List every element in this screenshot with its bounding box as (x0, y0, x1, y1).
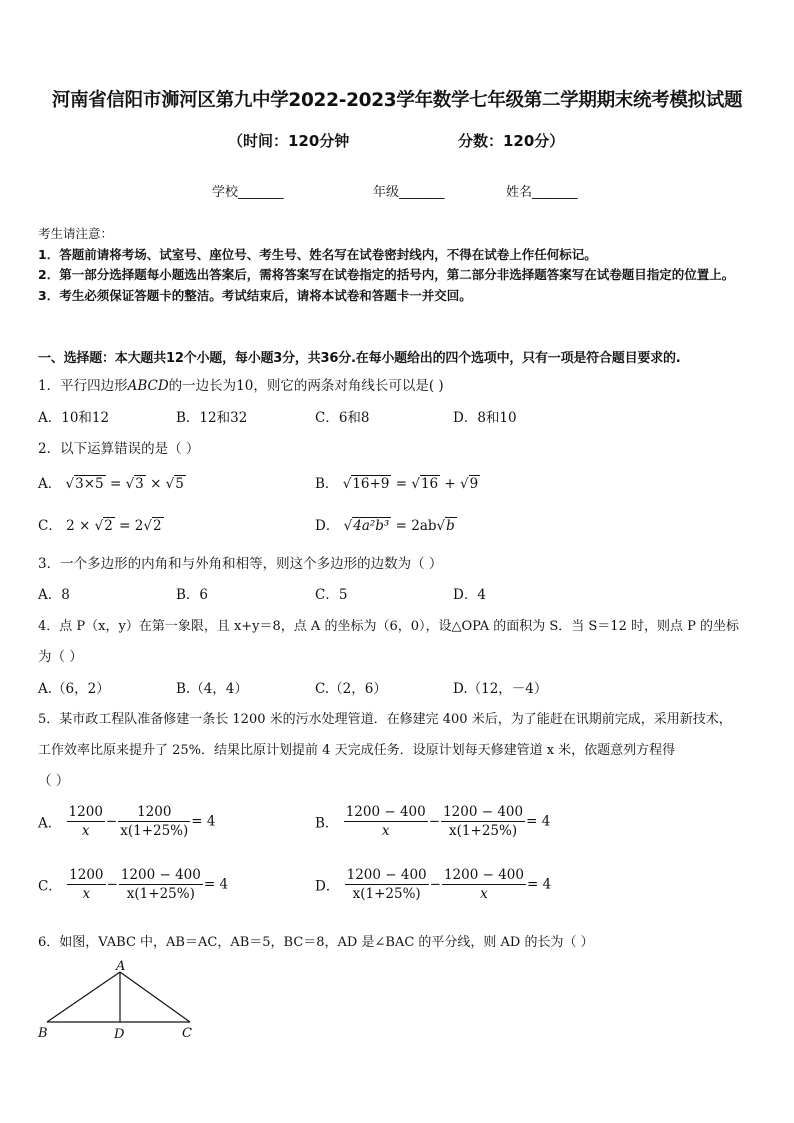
radicand: 16 (420, 476, 439, 492)
fraction (119, 866, 203, 903)
label-c: C (182, 1026, 192, 1041)
question-5-line-1: 5．某市政工程队准备修建一条长 1200 米的污水处理管道．在修建完 400 米后，为了能赶在讯期前完成，采用新技术， (38, 712, 732, 727)
denominator: x(1+25%) (120, 823, 189, 839)
sqrt-sign: √16+9 (342, 476, 390, 492)
q4-option-b: B.（4，4） (176, 681, 248, 697)
q2-option-a (38, 472, 186, 492)
q3-option-d: D．4 (453, 587, 486, 603)
side-ac (120, 972, 190, 1022)
fraction (118, 803, 190, 840)
q2-option-d (315, 514, 457, 534)
denominator: x (381, 823, 390, 839)
numerator: 1200 − 400 (443, 804, 524, 820)
numerator: 1200 − 400 (120, 867, 201, 883)
fraction (344, 803, 428, 840)
q1-option-b: B．12和32 (176, 410, 248, 426)
radicand: 2 (152, 518, 162, 534)
sqrt-sign: √4a²b³ (343, 518, 390, 534)
plus: + (444, 476, 456, 492)
coefficient: 2 × (66, 518, 91, 534)
numerator: 1200 (68, 804, 103, 820)
fraction (442, 866, 526, 903)
sqrt-sign: √16 (411, 476, 439, 492)
radicand: 2 (104, 518, 113, 534)
numerator: 1200 (118, 803, 190, 822)
q5-c-label: C． (38, 878, 62, 895)
radicand: 5 (175, 476, 184, 492)
denominator: x (82, 886, 91, 902)
label-d: D (114, 1027, 125, 1042)
note-item: 1．答题前请将考场、试室号、座位号、考生号、姓名写在试卷密封线内，不得在试卷上作任何标记。 (38, 246, 597, 262)
exam-notes (38, 224, 760, 306)
grade-field: 年级_______ (373, 185, 445, 200)
q5-d-label: D． (315, 878, 340, 895)
numerator: 1200 − 400 (345, 804, 426, 820)
equals-four: = 4 (526, 813, 551, 830)
q1-option-c: C．6和8 (315, 410, 370, 426)
q5-option-d (315, 866, 551, 903)
q2-a-label: A． (38, 476, 62, 492)
equals-four: = 4 (191, 813, 216, 830)
q5-option-b (315, 803, 550, 840)
radicand: 3×5 (75, 476, 104, 492)
q5-option-a (38, 803, 215, 840)
times: × (150, 476, 162, 492)
equals-four: = 4 (203, 876, 229, 893)
minus: − (105, 813, 118, 830)
exam-title: 河南省信阳市浉河区第九中学2022-2023学年数学七年级第二学期期末统考模拟试题 (51, 90, 743, 111)
q3-option-a: A．8 (38, 587, 70, 603)
radicand: b (446, 518, 455, 534)
equals: = 2 (119, 518, 144, 534)
question-5-line-2: 工作效率比原来提升了 25%．结果比原计划提前 4 天完成任务．设原计划每天修建管道 x 米，依题意列方程得 (38, 743, 676, 758)
question-4-line-2: 为（ ） (38, 649, 83, 665)
exam-time: （时间：120分钟 (228, 132, 350, 150)
q2-d-label: D． (315, 518, 340, 534)
denominator: x(1+25%) (449, 823, 518, 839)
label-b: B (38, 1026, 48, 1041)
question-5-line-3: （ ） (38, 773, 70, 789)
question-3: 3．一个多边形的内角和与外角和相等，则这个多边形的边数为（ ） (38, 556, 443, 572)
q5-option-c (38, 866, 228, 903)
fraction (345, 866, 429, 903)
name-field: 姓名_______ (506, 185, 578, 200)
radicand: 4a²b³ (353, 518, 390, 534)
equals: = 2ab (395, 518, 437, 534)
q1-option-a: A．10和12 (38, 410, 110, 426)
sqrt-sign: √9 (460, 476, 479, 492)
minus: − (106, 876, 118, 893)
equals-four: = 4 (527, 876, 552, 893)
notes-heading: 考生请注意： (38, 226, 114, 241)
exam-score: 分数：120分） (458, 132, 565, 150)
q2-c-label: C． (38, 518, 62, 534)
question-6: 6．如图，VABC 中，AB＝AC，AB＝5，BC＝8，AD 是∠BAC 的平分线，则 AD 的长为（ ） (38, 935, 594, 950)
q4-option-d: D.（12，－4） (453, 681, 548, 697)
q3-option-b: B．6 (176, 587, 209, 603)
q4-option-c: C.（2，6） (315, 681, 387, 697)
sqrt-sign: √b (436, 518, 455, 534)
question-1 (38, 374, 444, 394)
minus: − (428, 813, 441, 830)
radicand: 3 (135, 476, 144, 492)
radicand: 16+9 (352, 476, 390, 492)
q1-pre: 1．平行四边形 (38, 378, 128, 394)
equals: = (109, 476, 122, 492)
equals: = (395, 476, 408, 492)
q2-option-b (315, 472, 480, 492)
q2-option-c (38, 514, 164, 534)
label-a: A (116, 959, 126, 974)
minus: − (429, 876, 441, 893)
note-item: 2．第一部分选择题每小题选出答案后，需将答案写在试卷指定的括号内，第二部分非选择题答案写在试卷题目指定的位置上。 (38, 267, 735, 282)
triangle-figure (30, 958, 230, 1048)
denominator: x(1+25%) (126, 886, 195, 902)
school-field: 学校_______ (212, 185, 284, 200)
sqrt-sign: √5 (165, 476, 184, 492)
sqrt-sign: √2 (94, 518, 113, 534)
q5-b-label: B． (315, 815, 339, 832)
sqrt-sign: √2 (143, 518, 162, 534)
numerator: 1200 − 400 (443, 867, 524, 883)
q1-post: 的一边长为10，则它的两条对角线长可以是( ) (168, 378, 444, 394)
denominator: x (81, 823, 90, 839)
numerator: 1200 − 400 (346, 867, 427, 883)
note-item: 3．考生必须保证答题卡的整洁。考试结束后，请将本试卷和答题卡一并交回。 (38, 287, 472, 303)
fraction (441, 803, 525, 840)
sqrt-sign: √3 (125, 476, 144, 492)
denominator: x (480, 886, 488, 902)
side-ab (47, 972, 120, 1022)
q5-a-label: A． (38, 815, 62, 832)
radicand: 9 (469, 476, 479, 492)
denominator: x(1+25%) (352, 886, 421, 902)
q2-b-label: B． (315, 476, 339, 492)
q1-shape-name: ABCD (127, 378, 169, 394)
question-2: 2．以下运算错误的是（ ） (38, 441, 200, 457)
q1-option-d: D．8和10 (453, 410, 517, 426)
fraction (67, 866, 105, 903)
q4-option-a: A.（6，2） (38, 681, 110, 697)
fraction (67, 803, 105, 840)
question-4-line-1: 4．点 P（x，y）在第一象限，且 x+y＝8，点 A 的坐标为（6，0），设△OPA 的面积为 S．当 S＝12 时，则点 P 的坐标 (38, 619, 739, 634)
section-heading: 一、选择题：本大题共12个小题，每小题3分，共36分.在每小题给出的四个选项中，只有一项是符合题目要求的. (38, 351, 681, 366)
numerator: 1200 (69, 867, 104, 883)
sqrt-sign: √3×5 (65, 476, 104, 492)
q3-option-c: C．5 (315, 587, 348, 603)
